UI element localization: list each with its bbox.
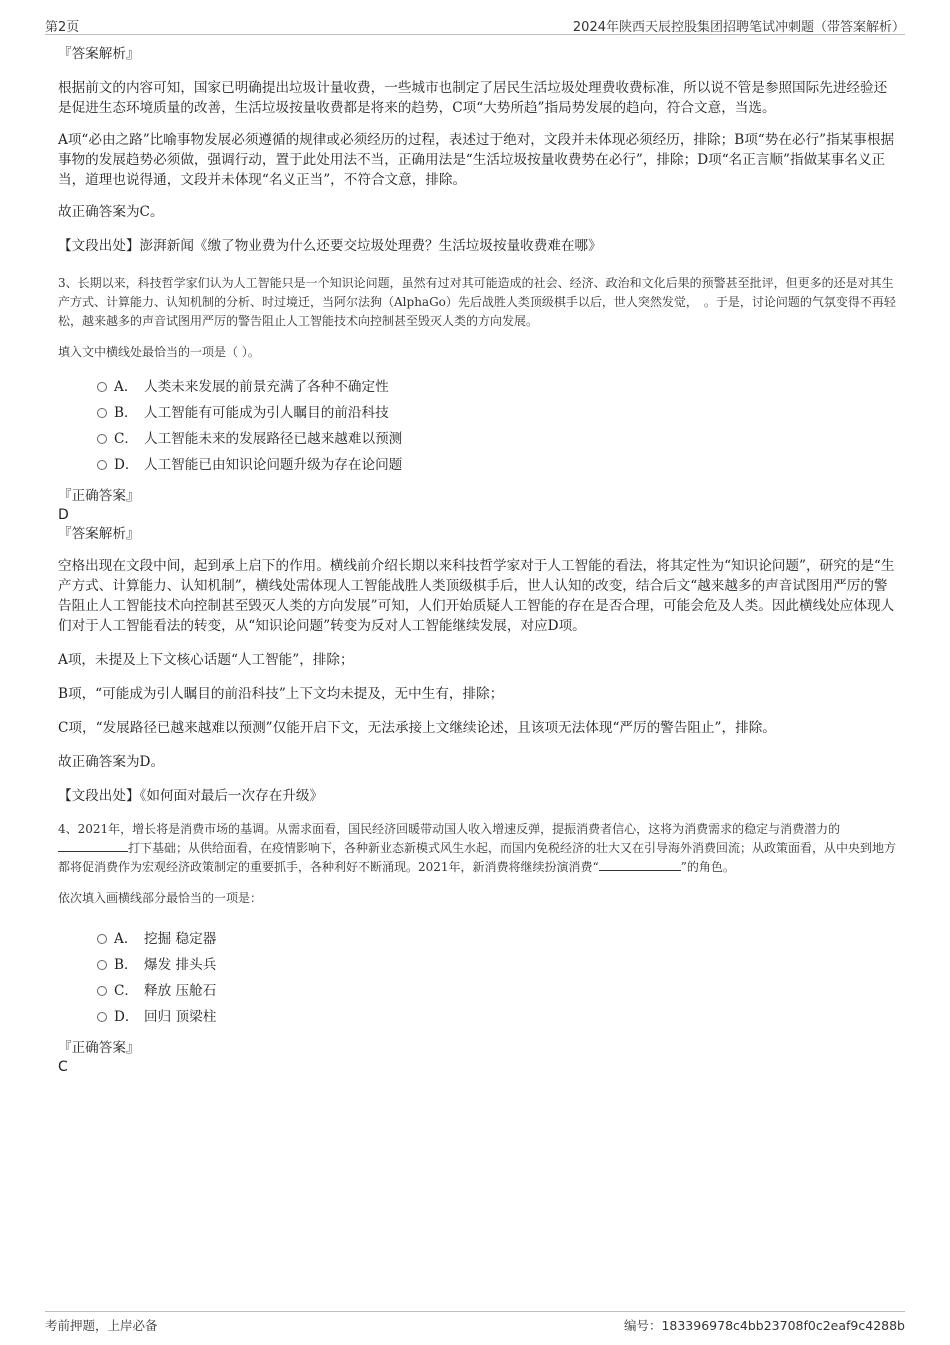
q2-analysis-label: 『答案解析』 (58, 46, 140, 62)
document-title: 2024年陕西天辰控股集团招聘笔试冲刺题（带答案解析） (572, 20, 905, 35)
serial-label: 编号： (623, 1318, 662, 1333)
option-letter: A． (114, 931, 138, 947)
q4-stem-part2: 打下基础；从供给面看，在疫情影响下，各种新业态新模式风生水起，而国内免税经济的壮大又在引导海外消费回流；从政策面看，从中央到地方都将促消费作为宏观经济政策制定的重要抓手，各种利好不断涌现。2021年，新消费将继续扮演消费“ (58, 841, 897, 874)
q4-correct-label: 『正确答案』 (58, 1040, 140, 1056)
q3-option-d[interactable] (58, 452, 900, 478)
radio-icon[interactable] (97, 408, 107, 418)
q2-conclusion: 故正确答案为C。 (58, 204, 164, 220)
q2-analysis-para1: 根据前文的内容可知，国家已明确提出垃圾计量收费，一些城市也制定了居民生活垃圾处理费收费标准，所以说不管是参照国际先进经验还是促进生态环境质量的改善，生活垃圾按量收费都是将来的趋势，C项“大势所趋”指局势发展的趋向，符合文意，当选。 (58, 80, 888, 116)
q4-blank-1 (58, 839, 128, 852)
option-text: 人类未来发展的前景充满了各种不确定性 (144, 379, 389, 395)
q2-analysis-para2: A项“必由之路”比喻事物发展必须遵循的规律或必须经历的过程，表述过于绝对，文段并未体现必须经历，排除；B项“势在必行”指某事根据事物的发展趋势必须做，强调行动，置于此处用法不当，正确用法是“生活垃圾按量收费势在必行”，排除；D项“名正言顺”指做某事名义正当，道理也说得通，文段并未体现“名义正当”，不符合文意，排除。 (58, 132, 895, 188)
option-text: 爆发 排头兵 (144, 957, 217, 973)
q3-correct-answer: D (58, 507, 69, 523)
option-letter: C． (114, 431, 138, 447)
radio-icon[interactable] (97, 960, 107, 970)
q4-options (58, 926, 900, 1030)
q3-option-b[interactable] (58, 400, 900, 426)
q4-option-a[interactable] (58, 926, 900, 952)
q4-option-d[interactable] (58, 1004, 900, 1030)
option-letter: B． (114, 957, 138, 973)
q3-analysis-label: 『答案解析』 (58, 526, 140, 542)
footer-serial (624, 1316, 905, 1334)
option-text: 人工智能有可能成为引人瞩目的前沿科技 (144, 405, 389, 421)
radio-icon[interactable] (97, 434, 107, 444)
q4-correct-answer: C (58, 1059, 68, 1075)
option-text: 释放 压舱石 (144, 983, 217, 999)
option-text: 挖掘 稳定器 (144, 931, 217, 947)
q3-option-c[interactable] (58, 426, 900, 452)
page-header (45, 14, 905, 35)
q3-source: 【文段出处】《如何面对最后一次存在升级》 (58, 788, 324, 804)
q3-correct-label: 『正确答案』 (58, 488, 140, 504)
q4-option-b[interactable] (58, 952, 900, 978)
q4-blank-2 (599, 858, 681, 871)
option-text: 人工智能未来的发展路径已越来越难以预测 (144, 431, 403, 447)
q4-prompt: 依次填入画横线部分最恰当的一项是： (58, 891, 263, 905)
radio-icon[interactable] (97, 1012, 107, 1022)
q3-option-a[interactable] (58, 374, 900, 400)
option-letter: D． (114, 457, 139, 473)
q4-stem-part3: ”的角色。 (680, 860, 735, 874)
q2-source: 【文段出处】澎湃新闻《缴了物业费为什么还要交垃圾处理费？生活垃圾按量收费难在哪》 (58, 238, 602, 254)
q4-stem (58, 820, 900, 877)
page-content (58, 44, 900, 1076)
option-letter: A． (114, 379, 138, 395)
radio-icon[interactable] (97, 382, 107, 392)
option-letter: C． (114, 983, 138, 999)
q3-note-a: A项，未提及上下文核心话题“人工智能”，排除； (58, 652, 354, 668)
q3-options (58, 374, 900, 478)
q3-prompt: 填入文中横线处最恰当的一项是（ ）。 (58, 345, 260, 359)
q3-stem: 3、长期以来，科技哲学家们认为人工智能只是一个知识论问题，虽然有过对其可能造成的社会、经济、政治和文化后果的预警甚至批评，但更多的还是对其生产方式、计算能力、认知机制的分析、时过境迁，当阿尔法狗（AlphaGo）先后战胜人类顶级棋手以后，世人突然发觉， 。于是，讨论问题的气氛变得不再轻松，越来越多的声音试图用严厉的警告阻止人工智能技术向控制甚至毁灭人类的方向发展。 (58, 276, 896, 328)
radio-icon[interactable] (97, 934, 107, 944)
q3-note-b: B项，“可能成为引人瞩目的前沿科技”上下文均未提及，无中生有，排除； (58, 686, 504, 702)
radio-icon[interactable] (97, 460, 107, 470)
radio-icon[interactable] (97, 986, 107, 996)
page-footer (45, 1311, 905, 1336)
q3-note-c: C项，“发展路径已越来越难以预测”仅能开启下文，无法承接上文继续论述，且该项无法体现“严厉的警告阻止”，排除。 (58, 720, 776, 736)
option-letter: B． (114, 405, 138, 421)
q4-stem-part1: 4、2021年，增长将是消费市场的基调。从需求面看，国民经济回暖带动国人收入增速反弹，提振消费者信心，这将为消费需求的稳定与消费潜力的 (58, 822, 841, 836)
option-letter: D． (114, 1009, 139, 1025)
serial-code: 183396978c4bb23708f0c2eaf9c4288b (661, 1318, 905, 1333)
q3-conclusion: 故正确答案为D。 (58, 754, 165, 770)
q3-analysis: 空格出现在文段中间，起到承上启下的作用。横线前介绍长期以来科技哲学家对于人工智能的看法，将其定性为“知识论问题”，研究的是“生产方式、计算能力、认知机制”，横线处需体现人工智能战胜人类顶级棋手后，世人认知的改变，结合后文“越来越多的声音试图用严厉的警告阻止人工智能技术向控制甚至毁灭人类的方向发展”可知，人们开始质疑人工智能的存在是否合理，可能会危及人类。因此横线处应体现人们对于人工智能看法的转变，从“知识论问题”转变为反对人工智能继续发展，对应D项。 (58, 558, 895, 634)
footer-slogan: 考前押题，上岸必备 (45, 1318, 158, 1333)
page-number: 第2页 (45, 20, 80, 35)
q4-option-c[interactable] (58, 978, 900, 1004)
option-text: 回归 顶梁柱 (144, 1009, 217, 1025)
option-text: 人工智能已由知识论问题升级为存在论问题 (144, 457, 403, 473)
